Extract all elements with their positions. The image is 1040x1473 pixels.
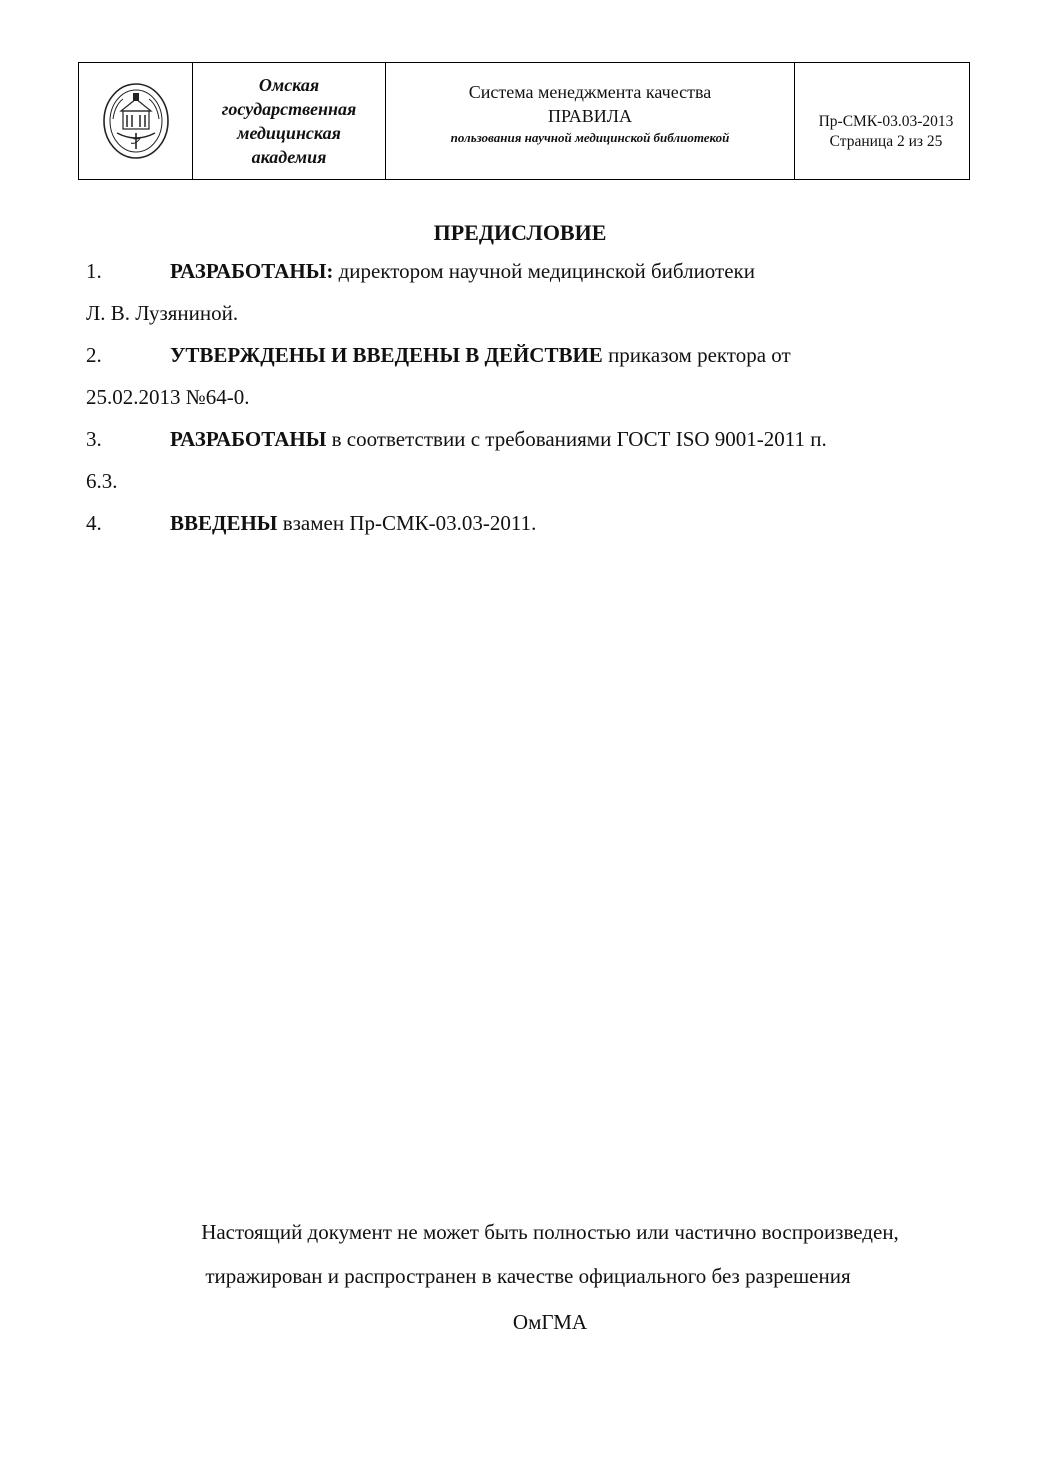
org-line-1: Омская [258,75,320,95]
item-word: соответствии [346,427,466,451]
item-continuation: Л. В. Лузяниной. [86,301,239,325]
item-number: 4. [86,511,102,535]
organization-cell [193,63,386,180]
item-word: приказом [608,343,692,367]
item-bold-label: ВВЕДЕНЫ [352,343,460,367]
preface-item-3 [86,418,972,502]
item-number: 1. [86,259,102,283]
item-number: 2. [86,343,102,367]
preface-item-1 [86,250,972,334]
item-word: ГОСТ [616,427,671,451]
item-word: п. [810,427,827,451]
system-title: Система менеджмента качества [468,82,712,102]
item-text: взамен Пр-СМК-03.03-2011. [277,511,537,535]
item-word: библиотеки [651,259,755,283]
item-bold-label: И [330,343,348,367]
footer-notice-line-2: тиражирован и распространен в качестве официального без разрешения [205,1264,851,1288]
item-bold-label: В [465,343,480,367]
item-word: научной [448,259,523,283]
item-bold-label: ВВЕДЕНЫ [170,511,278,535]
item-word: медицинской [527,259,646,283]
item-number: 3. [86,427,102,451]
document-code: Пр-СМК-03.03-2013 [818,113,954,130]
org-line-2: государственная [221,99,357,119]
document-subject: пользования научной медицинской библиотекой [450,130,730,145]
logo-cell [79,63,193,180]
item-word: директором [338,259,444,283]
section-heading: ПРЕДИСЛОВИЕ [433,220,607,245]
preface-item-2 [86,334,972,418]
document-code-cell [795,63,970,180]
org-line-4: академия [251,147,327,167]
item-word: в [331,427,342,451]
footer-notice-line-3: ОмГМА [512,1310,588,1334]
item-continuation: 25.02.2013 №64-0. [86,385,250,409]
item-word: от [771,343,791,367]
footer-notice-line-1: Настоящий документ не может быть полностью или частично воспроизведен, [201,1220,899,1244]
academy-seal-icon [101,81,171,161]
item-bold-label: РАЗРАБОТАНЫ: [170,259,334,283]
item-bold-label: ДЕЙСТВИЕ [484,343,603,367]
org-line-3: медицинская [237,123,341,143]
page-number: Страница 2 из 25 [829,133,943,150]
item-bold-label: РАЗРАБОТАНЫ [170,427,327,451]
document-header [78,62,970,180]
item-word: с [470,427,481,451]
organization-name [193,73,385,169]
item-word: 9001-2011 [714,427,806,451]
item-bold-label: УТВЕРЖДЕНЫ [170,343,326,367]
item-word: ректора [697,343,767,367]
document-title-cell [386,63,795,180]
item-word: требованиями [485,427,612,451]
item-word: ISO [675,427,710,451]
preface-item-4 [86,502,972,544]
item-continuation: 6.3. [86,469,118,493]
document-type: ПРАВИЛА [548,106,632,126]
